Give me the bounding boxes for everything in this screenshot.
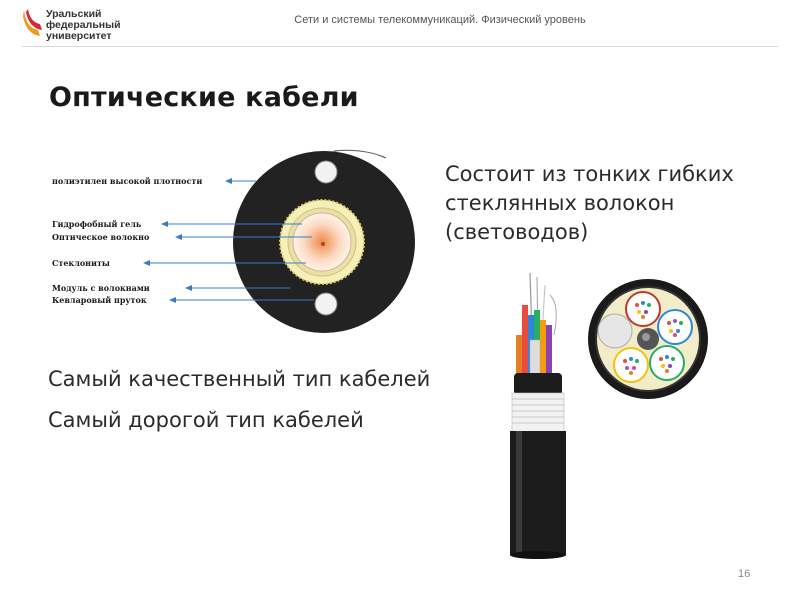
label-fiber-text: Оптическое волокно <box>52 232 150 242</box>
university-logo <box>22 8 132 42</box>
filler-rod <box>598 314 632 348</box>
ural-university-logo-icon <box>22 8 44 42</box>
bullet-cost: Самый дорогой тип кабелей <box>48 408 364 432</box>
logo-line-2: федеральный <box>46 19 121 31</box>
diagram-label-hdpe <box>52 176 256 186</box>
logo-text <box>46 9 121 42</box>
logo-line-1: Уральский <box>46 8 102 20</box>
course-title: Сети и системы телекоммуникаций. Физический уровень <box>294 14 586 26</box>
fiber-tube-bottom-right <box>650 346 684 380</box>
bullet-list <box>48 365 468 447</box>
cable-cross-section-diagram <box>44 140 424 360</box>
cable-cross-section-photo <box>583 275 713 405</box>
label-kevlar-text: Кевларовый пруток <box>52 295 147 305</box>
header-divider <box>22 46 778 47</box>
description-text: Состоит из тонких гибких стеклянных волокон (световодов) <box>445 162 734 244</box>
label-module-text: Модуль с волокнами <box>52 283 150 293</box>
fiber-tube-right <box>658 310 692 344</box>
bullet-quality: Самый качественный тип кабелей <box>48 367 431 391</box>
kevlar-rod-top <box>315 161 337 183</box>
cable-cutaway-illustration <box>490 265 580 560</box>
fiber-tube-bottom-left <box>614 348 648 382</box>
kevlar-rod-bottom <box>315 293 337 315</box>
label-hdpe-text: полиэтилен высокой плотности <box>52 176 203 186</box>
armor-wrap <box>512 393 564 433</box>
page-number: 16 <box>738 568 751 580</box>
page-title: Оптические кабели <box>49 82 359 113</box>
label-glass-yarn-text: Стеклониты <box>52 258 110 268</box>
logo-line-3: университет <box>46 30 112 42</box>
label-gel-text: Гидрофобный гель <box>52 219 142 229</box>
fiber-tube-top <box>626 292 660 326</box>
